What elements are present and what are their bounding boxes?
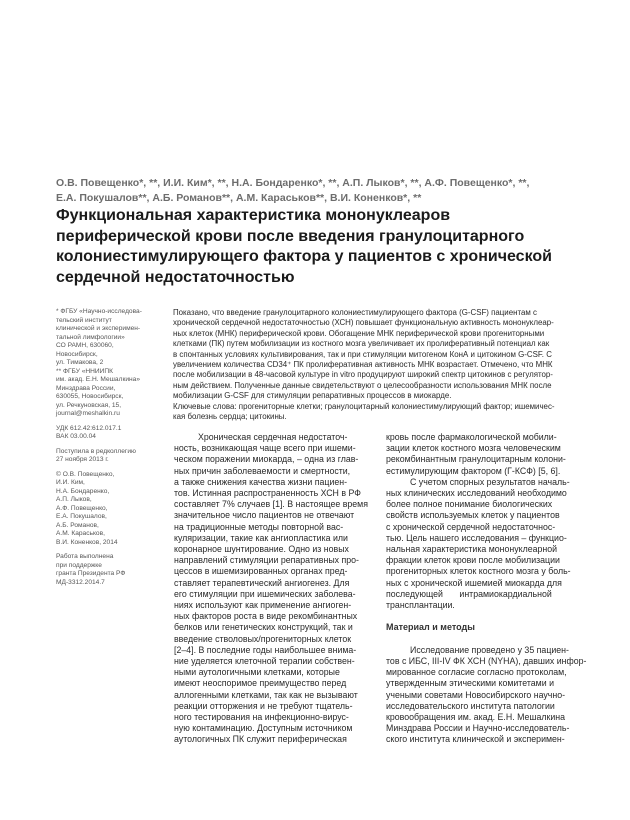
body-line: значительное число пациентов не отвечают: [174, 510, 355, 521]
body-line: С учетом спорных результатов началь-: [410, 476, 570, 487]
section-heading-methods: Материал и методы: [386, 622, 475, 633]
body-line: мированное согласие согласно протоколам,: [386, 667, 567, 678]
affiliation-line: СО РАМН, 630060,: [56, 342, 114, 349]
body-line: тов с ИБС, III-IV ФК ХСН (NYHA), давших инфор-: [386, 656, 587, 667]
abstract-line: мобилизации G-CSF для стимуляции репаративных процессов в миокарде.: [173, 391, 452, 401]
title-line: сердечной недостаточностью: [56, 268, 295, 286]
body-line: ную контаминацию. Доступным источником: [174, 723, 353, 734]
body-line: ными аутологичными клетками, которые: [174, 667, 340, 678]
body-line: а также снижения качества жизни пациен-: [174, 476, 348, 487]
body-line: рекомбинантным гранулоцитарным колони-: [386, 454, 566, 465]
received-line: Поступила в редколлегию: [56, 447, 136, 455]
body-line: ных с хронической ишемией миокарда для: [386, 577, 562, 588]
keywords-line: Ключевые слова: прогениторные клетки; гранулоцитарный колониестимулирующий фактор; ишемичес-: [173, 401, 555, 411]
sidebar-notes: [56, 308, 166, 587]
abstract-line: Показано, что введение гранулоцитарного колониестимулирующего фактора (G-CSF) пациентам с: [173, 308, 537, 317]
body-line: ность, возникающая чаще всего при ишеми-: [174, 443, 356, 454]
abstract-line: после мобилизации в 48-часовой культуре in vitro продуцируют широкий спектр цитокинов с регулятор-: [173, 370, 553, 380]
copyright-line: Е.А. Покушалов,: [56, 513, 107, 520]
body-line: прогениторных клеток костного мозга у боль-: [386, 566, 571, 577]
body-line: аутологичных ПК служит периферическая: [174, 734, 347, 745]
copyright-line: А.М. Караськов,: [56, 530, 105, 537]
body-line: ного тестирования на инфекционно-вирус-: [174, 712, 349, 723]
body-line: направлений стимуляции репаративных про-: [174, 555, 359, 566]
author-line: Е.А. Покушалов**, А.Б. Романов**, А.М. Караськов**, В.И. Коненков*, **: [56, 192, 422, 204]
copyright-line: А.Ф. Повещенко,: [56, 504, 108, 512]
body-line: его стимуляции при ишемических заболева-: [174, 588, 356, 599]
body-line: с хронической сердечной недостаточнос-: [386, 521, 556, 532]
body-line: трансплантации.: [386, 600, 455, 611]
body-line: ние уделяется клеточной терапии собствен-: [174, 656, 355, 667]
body-line: нальная характеристика мононуклеарной: [386, 544, 558, 555]
body-line: кровь после фармакологической мобили-: [386, 432, 557, 442]
affiliation-line: Минздрава России,: [56, 384, 116, 392]
title-line: колониестимулирующего фактора у пациентов с хронической: [56, 248, 552, 265]
funding-line: Работа выполнена: [56, 553, 114, 560]
body-line: свойств используемых клеток у пациентов: [386, 510, 560, 521]
copyright-block: [56, 471, 166, 548]
body-line: ных клинических исследований необходимо: [386, 488, 567, 499]
body-line: [2–4]. В последние годы наибольшее внима-: [174, 644, 357, 655]
body-line: аллогенными клетками, так как не вызывают: [174, 689, 358, 700]
body-line: естимулирующим фактором (Г-КСФ) [5, 6].: [386, 465, 561, 476]
body-line: тов. Истинная распространенность ХСН в РФ: [174, 488, 361, 499]
affiliation-line: * ФГБУ «Научно-исследова-: [56, 308, 142, 315]
body-line: Исследование проведено у 35 пациен-: [410, 644, 569, 655]
received-block: [56, 448, 166, 465]
received-line: 27 ноября 2013 г.: [56, 456, 109, 463]
author-list: [56, 176, 596, 206]
body-line: составляет 7% случаев [1]. В настоящее время: [174, 499, 368, 510]
body-line: цессов в ишемизированных органах пред-: [174, 566, 348, 577]
funding-line: МД-3312.2014.7: [56, 578, 105, 586]
body-line: введение стволовых/прогениторных клеток: [174, 633, 352, 644]
body-line: ниях используют как применение ангиоген-: [174, 600, 352, 611]
affiliation-line: тельский институт: [56, 316, 112, 324]
abstract-line: увеличением количества CD34⁺ ПК пролиферативная активность МНК возрастает. Отмечено, что МНК: [173, 360, 553, 370]
body-line: тью. Цель нашего исследования – функцио-: [386, 532, 567, 543]
abstract: [173, 308, 573, 422]
udk-line: УДК 612.42:612.017.1: [56, 424, 122, 432]
body-line: имеют неоспоримое преимущество перед: [174, 678, 347, 689]
abstract-line: в спонтанных условиях культивирования, так и при стимуляции митогеном КонА и цитокином G-CSF. С: [173, 349, 552, 359]
article-title: [56, 206, 596, 288]
body-line: ных факторов роста в виде рекомбинантных: [174, 611, 358, 622]
body-line: куляризации, такие как ангиопластика или: [174, 532, 348, 543]
title-line: Функциональная характеристика мононуклеаров: [56, 207, 451, 224]
abstract-line: ным действием. Полученные данные свидетельствуют о целесообразности использования МНК после: [173, 380, 552, 390]
body-line: Хроническая сердечная недостаточ-: [198, 432, 348, 442]
body-line: на традиционные методы повторной вас-: [174, 521, 344, 532]
affiliation-line: Новосибирск,: [56, 350, 98, 358]
body-line: более полное понимание биологических: [386, 499, 553, 510]
funding-block: [56, 553, 166, 587]
affiliation-line: ул. Тимакова, 2: [56, 359, 104, 366]
body-line: белков или генетических конструкций, так и: [174, 622, 353, 633]
affiliation-block: [56, 308, 166, 419]
udk-block: [56, 425, 166, 442]
body-line: ского института клинической и эксперимен-: [386, 734, 565, 745]
abstract-line: хронической сердечной недостаточностью (ХСН) повышает функциональную активность мононуклеар-: [173, 318, 554, 328]
copyright-line: Н.А. Бондаренко,: [56, 487, 110, 495]
body-line: последующей интрамиокардиальной: [386, 588, 552, 599]
abstract-line: ных клеток (МНК) периферической крови. Обогащение МНК периферической крови прогениторными: [173, 328, 545, 338]
author-line: О.В. Повещенко*, **, И.И. Ким*, **, Н.А. Бондаренко*, **, А.П. Лыков*, **, А.Ф. Повещенко*, **,: [56, 177, 530, 189]
body-line: учеными советами Новосибирского научно-: [386, 689, 566, 700]
body-line: утвержденным этическими комитетами и: [386, 678, 554, 689]
body-line: кровообращения им. акад. Е.Н. Мешалкина: [386, 712, 565, 723]
affiliation-line: ул. Речкуновская, 15,: [56, 401, 122, 409]
body-line: Минздрава России и Научно-исследователь-: [386, 723, 570, 734]
title-line: периферической крови после введения гранулоцитарного: [56, 227, 525, 245]
copyright-line: © О.В. Повещенко,: [56, 470, 115, 478]
body-line: исследовательского института патологии: [386, 700, 555, 711]
copyright-line: И.И. Ким,: [56, 479, 85, 486]
body-column-right: [386, 432, 586, 746]
affiliation-line: клинической и эксперимен-: [56, 325, 141, 332]
udk-line: ВАК 03.00.04: [56, 433, 96, 440]
body-line: коронарное шунтирование. Одно из новых: [174, 544, 349, 555]
body-column-left: [174, 432, 374, 746]
affiliation-line: им. акад. Е.Н. Мешалкина»: [56, 376, 140, 383]
body-line: фракции клеток крови после мобилизации: [386, 555, 560, 566]
copyright-line: В.И. Коненков, 2014: [56, 538, 118, 546]
affiliation-line: ** ФГБУ «ННИИПК: [56, 367, 113, 375]
body-line: ных причин заболеваемости и смертности,: [174, 465, 351, 476]
body-line: ставляет терапевтический ангиогенез. Для: [174, 577, 350, 588]
abstract-line: клетками (ПК) путем мобилизации из костного мозга увеличивает их пролиферативный потенциал как: [173, 339, 550, 349]
funding-line: при поддержке: [56, 561, 102, 569]
affiliation-email: journal@meshalkin.ru: [56, 410, 120, 417]
copyright-line: А.Б. Романов,: [56, 521, 99, 529]
body-line: зации клеток костного мозга человеческим: [386, 443, 561, 454]
body-line: реакции отторжения и не требуют тщатель-: [174, 700, 353, 711]
affiliation-line: тальной лимфологии»: [56, 333, 125, 341]
body-line: ческом поражении миокарда, – одна из глав-: [174, 454, 359, 465]
affiliation-line: 630055, Новосибирск,: [56, 393, 124, 400]
keywords-line: кая болезнь сердца; цитокины.: [173, 412, 287, 422]
copyright-line: А.П. Лыков,: [56, 496, 92, 503]
funding-line: гранта Президента РФ: [56, 570, 126, 577]
